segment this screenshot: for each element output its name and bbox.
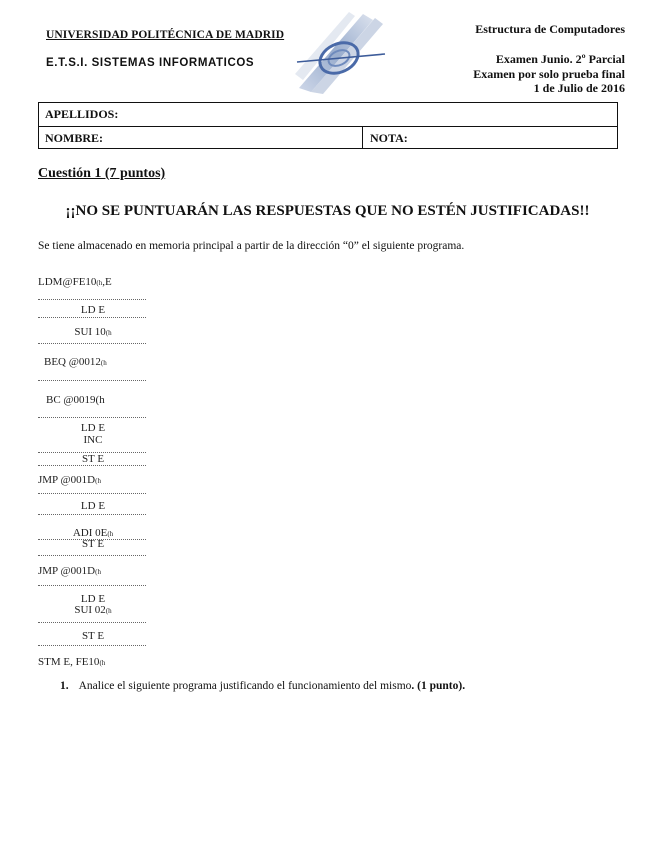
exam-line: Examen Junio. 2º Parcial — [495, 52, 625, 66]
nota-label: NOTA: — [370, 131, 408, 145]
task-points: . (1 punto). — [411, 680, 466, 692]
divider — [38, 645, 146, 646]
divider — [38, 514, 146, 515]
exam-info — [473, 52, 625, 96]
school-name: E.T.S.I. SISTEMAS INFORMATICOS — [46, 57, 255, 69]
student-info-box — [38, 102, 618, 149]
program-line: SUI 02(h — [74, 604, 112, 616]
task-text: Analice el siguiente programa justificando el funcionamiento del mismo — [78, 680, 412, 692]
program-line: ADI 0E(h — [72, 527, 114, 539]
university-name: UNIVERSIDAD POLITÉCNICA DE MADRID — [46, 29, 285, 41]
divider — [38, 465, 146, 466]
nombre-label: NOMBRE: — [45, 131, 103, 145]
divider — [38, 380, 146, 381]
program-line: STM E, FE10(h — [38, 656, 106, 668]
question-intro: Se tiene almacenado en memoria principal a partir de la dirección “0” el siguiente programa. — [38, 240, 465, 252]
exam-line: Examen por solo prueba final — [473, 66, 625, 81]
divider — [38, 417, 146, 418]
program-line: JMP @001D(h — [38, 565, 101, 577]
exam-line: 1 de Julio de 2016 — [533, 81, 625, 95]
divider — [362, 126, 363, 148]
program-line: LD E — [80, 500, 106, 512]
divider — [38, 585, 146, 586]
apellidos-label: APELLIDOS: — [45, 107, 119, 121]
task-item — [60, 680, 465, 692]
divider — [38, 317, 146, 318]
warning-text: ¡¡NO SE PUNTUARÁN LAS RESPUESTAS QUE NO ESTÉN JUSTIFICADAS!! — [65, 203, 590, 219]
divider — [38, 622, 146, 623]
program-line: ST E — [81, 453, 105, 465]
divider — [38, 555, 146, 556]
apellidos-row — [39, 103, 617, 127]
task-number: 1. — [60, 680, 69, 692]
program-line: LD E — [80, 593, 106, 605]
program-line: ST E — [81, 538, 105, 550]
program-line: JMP @001D(h — [38, 474, 101, 486]
divider — [38, 299, 146, 300]
program-line: LD E — [80, 422, 106, 434]
divider — [38, 343, 146, 344]
program-line: BEQ @0012(h — [44, 356, 107, 368]
program-line: SUI 10(h — [74, 326, 112, 338]
course-title: Estructura de Computadores — [475, 22, 625, 36]
program-line: ST E — [81, 630, 105, 642]
program-line: BC @0019(h — [46, 394, 105, 406]
question-title: Cuestión 1 (7 puntos) — [38, 166, 166, 181]
upm-logo-icon — [293, 10, 389, 94]
program-line: LDM@FE10(h,E — [38, 276, 112, 288]
divider — [38, 493, 146, 494]
program-line: LD E — [80, 304, 106, 316]
program-line: INC — [83, 434, 103, 446]
